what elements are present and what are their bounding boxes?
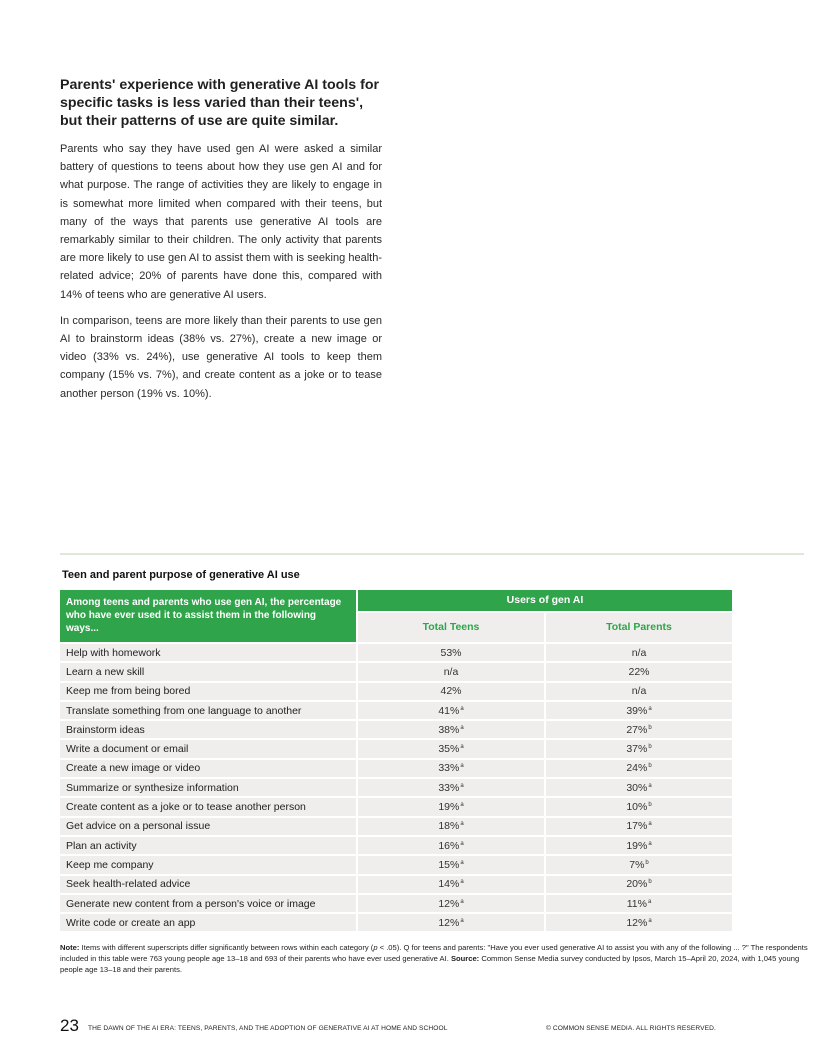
teens-value [356,738,544,757]
table-row [60,835,732,854]
row-label: Generate new content from a person's voice or image [60,893,356,912]
teens-value [356,661,544,680]
significance-superscript: a [460,724,464,731]
parents-value [544,777,732,796]
table-row [60,912,732,931]
parents-value-text: 7% [629,858,645,871]
significance-superscript: a [460,879,464,886]
row-label: Create a new image or video [60,758,356,777]
purpose-table [60,590,732,931]
teens-value-text: 53% [440,646,462,659]
teens-value [356,796,544,815]
row-header: Among teens and parents who use gen AI, the percentage who have ever used it to assist them in the following ways... [60,590,356,642]
teens-value [356,681,544,700]
significance-superscript: a [648,840,652,847]
significance-superscript: b [648,879,652,886]
row-label: Help with homework [60,642,356,661]
table-row [60,642,732,661]
parents-value [544,835,732,854]
parents-value [544,893,732,912]
parents-value [544,738,732,757]
teens-value [356,719,544,738]
source-text: Common Sense Media survey conducted by Ipsos, March 15–April 20, 2024, with 1,045 young people age 13–18 and their parents. [60,954,800,974]
parents-value-text: 10% [626,801,648,814]
table-row [60,854,732,873]
teens-value [356,874,544,893]
table-row [60,700,732,719]
teens-value-text: 15% [438,858,460,871]
note-label: Note: [60,943,80,952]
significance-superscript: a [460,821,464,828]
row-label: Learn a new skill [60,661,356,680]
significance-superscript: a [460,705,464,712]
parents-value [544,912,732,931]
row-label: Translate something from one language to another [60,700,356,719]
teens-value [356,912,544,931]
parents-value-text: 12% [626,916,648,929]
source-label: Source: [450,954,480,963]
parents-value-text: 27% [626,723,648,736]
table-row [60,816,732,835]
table-row [60,661,732,680]
article-column [60,76,382,411]
parents-value [544,700,732,719]
parents-value-text: 17% [626,820,648,833]
section-divider [60,553,804,555]
parents-value [544,854,732,873]
significance-superscript: a [460,782,464,789]
table-row [60,777,732,796]
significance-superscript: a [460,898,464,905]
parents-value [544,642,732,661]
significance-superscript: b [648,763,652,770]
note-p: p [373,943,378,952]
teens-value-text: 18% [438,820,460,833]
group-header: Users of gen AI [356,590,732,611]
significance-superscript: a [460,744,464,751]
table-note [60,942,810,975]
teens-value-text: 12% [438,897,460,910]
parents-value-text: n/a [631,685,647,698]
row-label: Summarize or synthesize information [60,777,356,796]
teens-value [356,777,544,796]
parents-value [544,816,732,835]
table-body [60,642,732,931]
significance-superscript: a [460,802,464,809]
row-label: Get advice on a personal issue [60,816,356,835]
page-number: 23 [60,1016,79,1035]
table-row [60,893,732,912]
parents-value-text: 22% [628,665,650,678]
row-label: Keep me from being bored [60,681,356,700]
report-title: THE DAWN OF THE AI ERA: TEENS, PARENTS, AND THE ADOPTION OF GENERATIVE AI AT HOME AND SCHOOL [88,1025,448,1032]
significance-superscript: a [460,859,464,866]
significance-superscript: a [648,782,652,789]
parents-value [544,758,732,777]
teens-value-text: 42% [440,685,462,698]
significance-superscript: a [647,898,652,905]
table-title: Teen and parent purpose of generative AI use [62,569,300,581]
parents-value-text: 30% [626,781,648,794]
teens-value [356,758,544,777]
teens-value [356,642,544,661]
table-row [60,738,732,757]
parents-value [544,661,732,680]
parents-value [544,874,732,893]
row-label: Brainstorm ideas [60,719,356,738]
teens-value-text: 16% [438,839,460,852]
teens-value [356,893,544,912]
teens-value-text: 35% [438,743,460,756]
teens-value-text: n/a [443,665,459,678]
parents-value-text: 39% [626,704,648,717]
table-row [60,874,732,893]
teens-value-text: 38% [438,723,460,736]
parents-value-text: 19% [626,839,648,852]
teens-value [356,835,544,854]
teens-value [356,816,544,835]
parents-value [544,796,732,815]
parents-value [544,681,732,700]
note-text: Items with different superscripts differ significantly between rows within each category ( [79,943,374,952]
page-footer [60,1016,740,1036]
parents-value-text: 11% [626,897,647,910]
table-row [60,796,732,815]
table-row [60,681,732,700]
parents-value [544,719,732,738]
significance-superscript: a [460,840,464,847]
teens-value-text: 41% [438,704,460,717]
note-text: < .05). Q for teens and parents: "Have you ever used generative AI to assist you with any of the following ... ?" The respondents included in this table were 763 young people age 13–18 and 693 of their parents who have ever used generative AI. [60,943,808,963]
parents-value-text: n/a [631,646,647,659]
copyright: © COMMON SENSE MEDIA. ALL RIGHTS RESERVED. [546,1025,716,1032]
teens-value-text: 12% [438,916,460,929]
teens-value-text: 14% [438,878,460,891]
teens-value-text: 19% [438,801,460,814]
teens-value-text: 33% [438,762,460,775]
significance-superscript: a [460,917,464,924]
row-label: Keep me company [60,854,356,873]
significance-superscript: b [645,859,649,866]
parents-value-text: 20% [626,878,648,891]
row-label: Write code or create an app [60,912,356,931]
parents-value-text: 37% [626,743,648,756]
significance-superscript: b [648,724,652,731]
parents-value-text: 24% [626,762,648,775]
body-paragraph: Parents who say they have used gen AI were asked a similar battery of questions to teens about how they use gen AI and for what purpose. The range of activities they are likely to engage in is somewhat more limited when compared with their teens, but many of the ways that parents use generative AI tools are remarkably similar to their children. The only activity that parents are more likely to use gen AI to assist them with is seeking health-related advice; 20% of parents have done this, compared with 14% of teens who are generative AI users. [60,143,382,301]
significance-superscript: a [648,705,652,712]
body-paragraph: In comparison, teens are more likely than their parents to use gen AI to brainstorm ideas (38% vs. 27%), create a new image or video (33% vs. 24%), use generative AI tools to keep them company (15% vs. 7%), and create content as a joke or to tease another person (19% vs. 10%). [60,314,382,400]
table-row [60,758,732,777]
row-label: Plan an activity [60,835,356,854]
significance-superscript: a [648,821,652,828]
significance-superscript: b [648,744,652,751]
column-header-parents: Total Parents [544,611,732,642]
row-label: Write a document or email [60,738,356,757]
significance-superscript: b [648,802,652,809]
table-row [60,719,732,738]
row-label: Create content as a joke or to tease another person [60,796,356,815]
column-header-teens: Total Teens [356,611,544,642]
teens-value-text: 33% [438,781,460,794]
row-label: Seek health-related advice [60,874,356,893]
significance-superscript: a [648,917,652,924]
teens-value [356,700,544,719]
significance-superscript: a [460,763,464,770]
section-headline: Parents' experience with generative AI tools for specific tasks is less varied than their teens', but their patterns of use are quite similar. [60,77,380,129]
teens-value [356,854,544,873]
